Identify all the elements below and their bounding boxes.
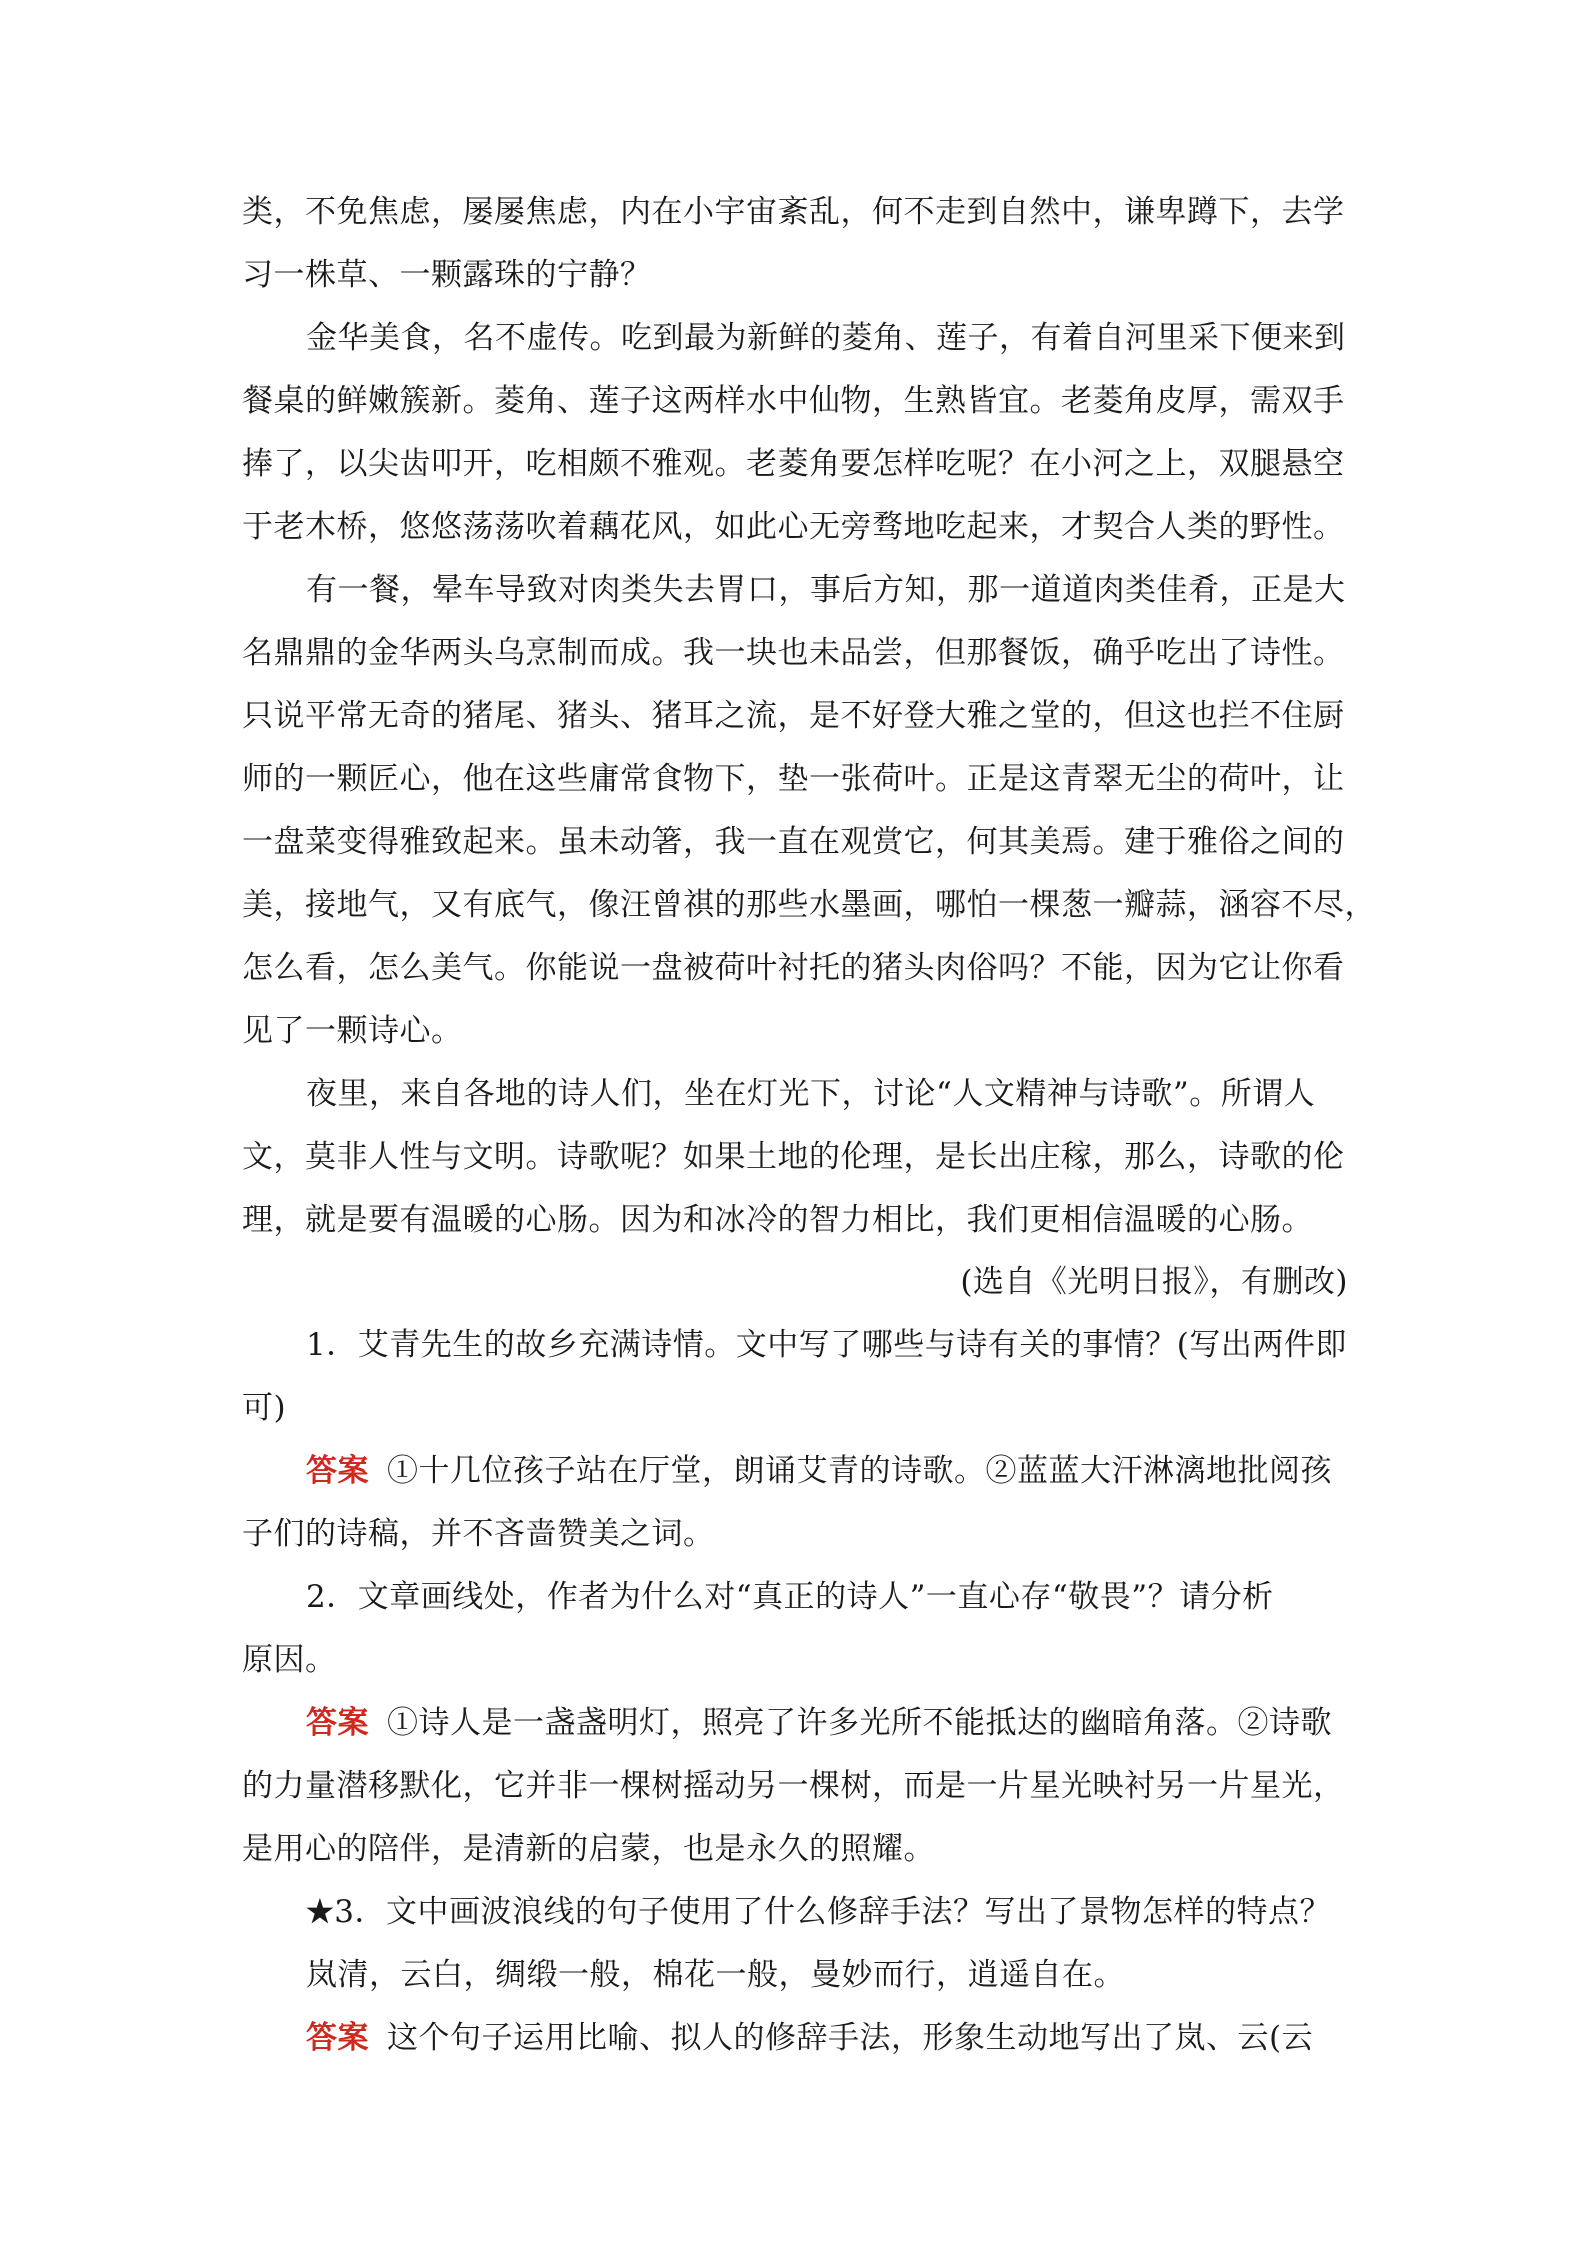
text-line: 美，接地气，又有底气，像汪曾祺的那些水墨画，哪怕一棵葱一瓣蒜，涵容不尽，	[242, 887, 1376, 923]
source-citation: (选自《光明日报》，有删改)	[960, 1264, 1348, 1300]
answer-2-cont: 是用心的陪伴，是清新的启蒙，也是永久的照耀。	[242, 1831, 935, 1867]
text-line: 捧了，以尖齿叩开，吃相颇不雅观。老菱角要怎样吃呢？在小河之上，双腿悬空	[242, 446, 1345, 482]
question-1-cont: 可)	[242, 1390, 287, 1426]
question-3-text: 3．文中画波浪线的句子使用了什么修辞手法？写出了景物怎样的特点？	[334, 1894, 1332, 1930]
text-line: 怎么看，怎么美气。你能说一盘被荷叶衬托的猪头肉俗吗？不能，因为它让你看	[242, 950, 1345, 986]
text-line: 只说平常无奇的猪尾、猪头、猪耳之流，是不好登大雅之堂的，但这也拦不住厨	[242, 698, 1345, 734]
text-line: 理，就是要有温暖的心肠。因为和冰冷的智力相比，我们更相信温暖的心肠。	[242, 1202, 1313, 1238]
answer-1	[306, 1451, 1332, 1491]
text-line: 见了一颗诗心。	[242, 1013, 463, 1049]
answer-3	[306, 2018, 1313, 2058]
text-line: 于老木桥，悠悠荡荡吹着藕花风，如此心无旁骛地吃起来，才契合人类的野性。	[242, 509, 1345, 545]
answer-label: 答案	[306, 1453, 369, 1489]
answer-2-cont: 的力量潜移默化，它并非一棵树摇动另一棵树，而是一片星光映衬另一片星光，	[242, 1768, 1345, 1804]
answer-text: ①十几位孩子站在厅堂，朗诵艾青的诗歌。②蓝蓝大汗淋漓地批阅孩	[387, 1453, 1332, 1489]
answer-label: 答案	[306, 1705, 369, 1741]
text-line: 金华美食，名不虚传。吃到最为新鲜的菱角、莲子，有着自河里采下便来到	[306, 320, 1346, 356]
star-icon: ★	[306, 1894, 335, 1930]
answer-1-cont: 子们的诗稿，并不吝啬赞美之词。	[242, 1516, 715, 1552]
text-line: 有一餐，晕车导致对肉类失去胃口，事后方知，那一道道肉类佳肴，正是大	[306, 572, 1346, 608]
answer-label: 答案	[306, 2020, 369, 2056]
text-line: 文，莫非人性与文明。诗歌呢？如果土地的伦理，是长出庄稼，那么，诗歌的伦	[242, 1139, 1345, 1175]
question-1: 1．艾青先生的故乡充满诗情。文中写了哪些与诗有关的事情？(写出两件即	[306, 1327, 1347, 1363]
question-2: 2．文章画线处，作者为什么对“真正的诗人”一直心存“敬畏”？请分析	[306, 1579, 1274, 1615]
question-3	[306, 1892, 1331, 1932]
text-line: 夜里，来自各地的诗人们，坐在灯光下，讨论“人文精神与诗歌”。所谓人	[306, 1076, 1316, 1112]
text-line: 名鼎鼎的金华两头乌烹制而成。我一块也未品尝，但那餐饭，确乎吃出了诗性。	[242, 635, 1345, 671]
answer-text: ①诗人是一盏盏明灯，照亮了许多光所不能抵达的幽暗角落。②诗歌	[387, 1705, 1332, 1741]
text-line: 一盘菜变得雅致起来。虽未动箸，我一直在观赏它，何其美焉。建于雅俗之间的	[242, 824, 1345, 860]
question-3-quote: 岚清，云白，绸缎一般，棉花一般，曼妙而行，逍遥自在。	[306, 1957, 1125, 1993]
text-line: 师的一颗匠心，他在这些庸常食物下，垫一张荷叶。正是这青翠无尘的荷叶，让	[242, 761, 1345, 797]
text-line: 类，不免焦虑，屡屡焦虑，内在小宇宙紊乱，何不走到自然中，谦卑蹲下，去学	[242, 194, 1345, 230]
answer-2	[306, 1703, 1332, 1743]
answer-text: 这个句子运用比喻、拟人的修辞手法，形象生动地写出了岚、云(云	[387, 2020, 1314, 2056]
text-line: 习一株草、一颗露珠的宁静？	[242, 257, 652, 293]
question-2-cont: 原因。	[242, 1642, 337, 1678]
text-line: 餐桌的鲜嫩簇新。菱角、莲子这两样水中仙物，生熟皆宜。老菱角皮厚，需双手	[242, 383, 1345, 419]
